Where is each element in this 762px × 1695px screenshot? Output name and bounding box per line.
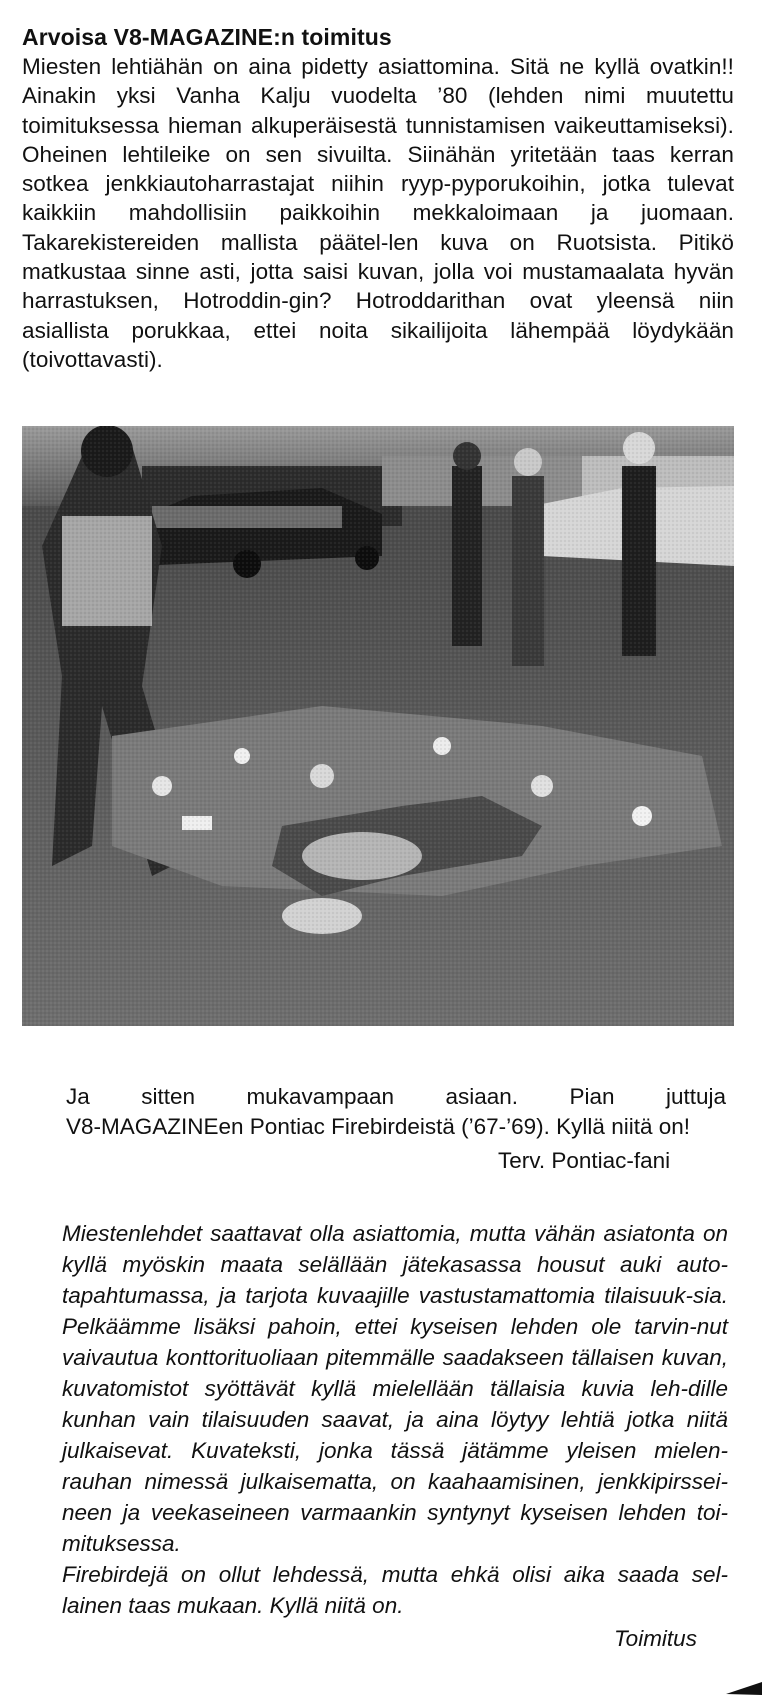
letter-followup: [66, 1082, 726, 1142]
letter-body: Miesten lehtiähän on aina pidetty asiattomina. Sitä ne kyllä ovatkin!! Ainakin yksi Vanha Kalju vuodelta ’80 (lehden nimi muutettu toimituksessa hieman alkuperäisestä tunnistamisen vaikeuttamiseksi). Oheinen lehtileike on sen sivuilta. Siinähän yritetään taas kerran sotkea jenkkiautoharrastajat niihin ryyp-pyporukoihin, jotka tulevat kaikkiin mahdollisiin paikkoihin mekkaloimaan ja juomaan. Takarekistereiden mallista päätel-len kuva on Ruotsista. Pitikö matkustaa sinne asti, jotta saisi kuvan, jolla voi mustamaalata hyvän harrastuksen, Hotroddin-gin? Hotroddarithan ovat yleensä niin asiallista porukkaa, ettei noita sikailijoita lähempää löydykään (toivottavasti).: [22, 54, 734, 372]
followup-line-2: V8-MAGAZINEen Pontiac Firebirdeistä (’67-’69). Kyllä niitä on!: [66, 1114, 691, 1139]
reader-signature: Terv. Pontiac-fani: [498, 1148, 671, 1173]
editor-signature: Toimitus: [614, 1626, 697, 1651]
reader-letter: [22, 22, 734, 374]
reply-paragraph-1: Miestenlehdet saattavat olla asiattomia, mutta vähän asiatonta on kyllä myöskin maata selällään jätekasassa housut auki auto-tapahtumassa, ja tarjota kuvaajille vastustamattomia tilaisuuk-sia. Pelkäämme lisäksi pahoin, ettei kyseisen lehden ole tarvin-nut vaivautua konttorituoliaan pitemmälle saadakseen tällaisen kuvan, kuvatomistot syöttävät kyllä mielellään tällaisia kuvia leh-dille kunhan vain tilaisuuden saavat, ja aina löytyy lehtiä jotka niitä julkaisevat. Kuvateksti, jonka tässä jätämme yleisen mielen-rauhan nimessä julkaisematta, on kaahaamisinen, jenkkipirssei-neen ja veekaseineen varmaankin syntynyt kyseisen lehden toi-mituksessa.: [62, 1221, 728, 1556]
photo-illustration: [22, 426, 734, 1026]
reply-paragraph-2: Firebirdejä on ollut lehdessä, mutta ehkä olisi aika saada sel-lainen taas mukaan. Kyllä niitä on.: [62, 1562, 728, 1618]
news-photo: [22, 426, 734, 1026]
followup-line-1: Ja sitten mukavampaan asiaan. Pian juttuja: [66, 1084, 726, 1109]
letter-heading: Arvoisa V8-MAGAZINE:n toimitus: [22, 24, 392, 50]
editor-reply: [62, 1218, 728, 1621]
scan-edge-mark: [726, 1668, 762, 1695]
